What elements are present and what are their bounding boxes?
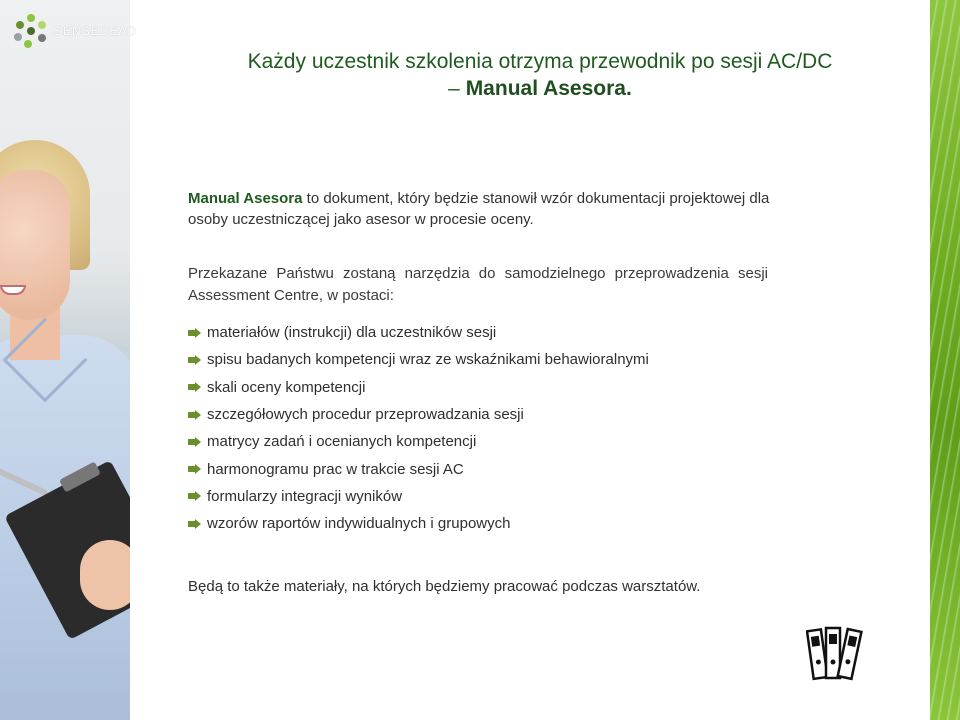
logo-dot — [38, 21, 46, 29]
title-line-2-bold: Manual Asesora. — [465, 77, 632, 100]
arrow-bullet-icon — [188, 328, 201, 338]
logo-dot — [24, 40, 32, 48]
title-line-2-prefix: – — [448, 77, 466, 100]
arrow-bullet-icon — [188, 437, 201, 447]
binders-icon — [806, 622, 866, 682]
intro-text — [188, 188, 778, 230]
arrow-bullet-icon — [188, 410, 201, 420]
logo-dot — [16, 21, 24, 29]
list-item-text: skali oceny kompetencji — [207, 378, 366, 396]
list-item-text: formularzy integracji wyników — [207, 487, 403, 505]
closing-text: Będą to także materiały, na których będziemy pracować podczas warsztatów. — [188, 578, 701, 595]
list-item-text: harmonogramu prac w trakcie sesji AC — [207, 460, 464, 478]
title-line-2 — [140, 75, 940, 102]
arrow-bullet-icon — [188, 355, 201, 365]
materials-list — [188, 319, 788, 537]
binder-3 — [838, 629, 862, 679]
arrow-bullet-icon — [188, 382, 201, 392]
list-item — [188, 483, 788, 510]
intro-bold: Manual Asesora — [188, 190, 303, 207]
list-item-text: materiałów (instrukcji) dla uczestników sesji — [207, 324, 497, 342]
tools-paragraph: Przekazane Państwu zostaną narzędzia do samodzielnego przeprowadzenia sesji Assessment Centre, w postaci: — [188, 265, 768, 304]
list-item — [188, 401, 788, 428]
arrow-bullet-icon — [188, 464, 201, 474]
logo-dot — [27, 27, 35, 35]
binder-1 — [807, 629, 828, 678]
title-line-1: Każdy uczestnik szkolenia otrzyma przewodnik po sesji AC/DC — [247, 50, 833, 73]
logo-text: SENSEDEAD — [54, 24, 138, 38]
dot-cluster-logo-icon — [14, 14, 48, 48]
face — [0, 170, 70, 320]
arrow-bullet-icon — [188, 491, 201, 501]
list-item — [188, 319, 788, 346]
list-item — [188, 510, 788, 537]
list-item — [188, 374, 788, 401]
list-item-text: matrycy zadań i ocenianych kompetencji — [207, 433, 477, 451]
list-item — [188, 455, 788, 482]
page-title — [140, 48, 940, 102]
logo-dot — [38, 34, 46, 42]
logo-dot — [14, 33, 22, 41]
list-item — [188, 428, 788, 455]
arrow-bullet-icon — [188, 519, 201, 529]
list-item-text: wzorów raportów indywidualnych i grupowych — [207, 515, 511, 533]
list-item — [188, 346, 788, 373]
grass-strip — [930, 0, 960, 720]
company-logo — [14, 14, 137, 48]
list-item-text: szczegółowych procedur przeprowadzania sesji — [207, 406, 524, 424]
hero-photo — [0, 0, 130, 720]
hand — [80, 540, 130, 610]
list-item-text: spisu badanych kompetencji wraz ze wskaźnikami behawioralnymi — [207, 351, 649, 369]
logo-dot — [27, 14, 35, 22]
intro-rest: to dokument, który będzie stanowił wzór dokumentacji projektowej dla osoby uczestniczącej jako asesor w procesie oceny. — [188, 190, 770, 228]
